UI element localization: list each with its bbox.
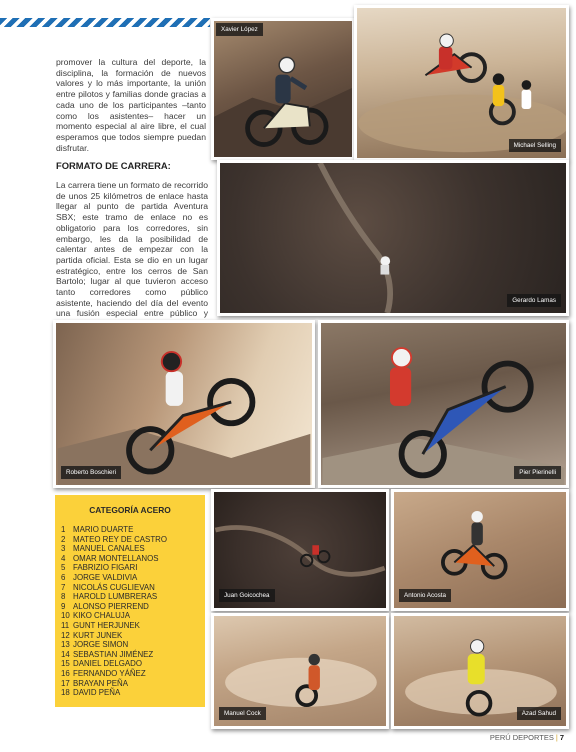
riders-illustration	[357, 8, 566, 158]
result-row	[61, 679, 205, 689]
decorative-stripe-bar	[0, 18, 210, 27]
result-row	[61, 640, 205, 650]
result-position: 3	[61, 544, 66, 554]
wheelie-illustration	[321, 323, 566, 485]
rider-name: OMAR MONTELLANOS	[73, 553, 159, 563]
result-position: 5	[61, 563, 66, 573]
rider-name: ALONSO PIERREND	[73, 601, 149, 611]
result-position: 7	[61, 582, 66, 592]
rider-name: MARIO DUARTE	[73, 525, 134, 534]
photo-azad-sahud	[391, 613, 569, 729]
magazine-name: PERÚ DEPORTES	[489, 733, 554, 742]
footer-separator: |	[555, 733, 558, 742]
result-position: 10	[61, 611, 70, 621]
result-row	[61, 525, 205, 535]
rider-name: FABRIZIO FIGARI	[73, 563, 138, 573]
photo-gerardo-lamas	[217, 160, 569, 316]
results-list	[61, 525, 205, 698]
result-row	[61, 669, 205, 679]
rider-name: MANUEL CANALES	[73, 544, 145, 554]
result-row	[61, 563, 205, 573]
result-row	[61, 602, 205, 612]
rider-name: FERNANDO YÁÑEZ	[73, 668, 146, 678]
result-row	[61, 535, 205, 545]
result-position: 9	[61, 601, 66, 611]
rider-name: GUNT HERJUNEK	[73, 620, 140, 630]
photo-credit: Gerardo Lamas	[507, 294, 561, 307]
result-position: 14	[61, 649, 70, 659]
rider-name: KIKO CHALUJA	[73, 611, 131, 621]
intro-paragraph: promover la cultura del deporte, la disciplina, la formación de nuevos valores y lo más importante, la unión entre pilotos y familias donde gracias a cada uno de los participantes –tanto como los asistentes– hacer un momento especial al aire libre, el cual esperamos que todos siempre puedan disfrutar.	[56, 57, 206, 153]
photo-credit: Roberto Boschieri	[61, 466, 121, 479]
rider-illustration	[214, 21, 352, 157]
section-heading: FORMATO DE CARRERA:	[56, 160, 171, 171]
rider-name: SEBASTIAN JIMÉNEZ	[73, 649, 154, 659]
result-row	[61, 554, 205, 564]
result-row	[61, 573, 205, 583]
rider-name: HAROLD LUMBRERAS	[73, 592, 158, 602]
result-position: 18	[61, 688, 70, 698]
result-row	[61, 592, 205, 602]
result-position: 1	[61, 525, 66, 534]
rider-name: BRAYAN PEÑA	[73, 678, 128, 688]
result-position: 17	[61, 678, 70, 688]
result-row	[61, 544, 205, 554]
result-row	[61, 688, 205, 698]
photo-michael-selling	[354, 5, 569, 161]
photo-antonio-acosta	[391, 489, 569, 611]
photo-credit: Michael Selling	[509, 139, 561, 152]
rider-name: JORGE SIMON	[73, 640, 129, 650]
result-row	[61, 611, 205, 621]
rider-name: NICOLÁS CUGLIEVAN	[73, 582, 155, 592]
rider-name: KURT JUNEK	[73, 630, 123, 640]
results-title: CATEGORÍA ACERO	[89, 505, 171, 515]
rider-name: DANIEL DELGADO	[73, 659, 142, 669]
result-position: 12	[61, 630, 70, 640]
rider-name: MATEO REY DE CASTRO	[73, 534, 167, 544]
result-position: 16	[61, 668, 70, 678]
page-footer	[490, 733, 564, 742]
photo-credit: Xavier López	[216, 23, 263, 36]
result-position: 4	[61, 553, 66, 563]
result-position: 2	[61, 534, 66, 544]
result-row	[61, 621, 205, 631]
page-number: 7	[559, 733, 564, 742]
result-position: 13	[61, 640, 70, 650]
photo-pier-pierinelli	[318, 320, 569, 488]
photo-juan-goicochea	[211, 489, 389, 611]
photo-credit: Manuel Cock	[219, 707, 266, 720]
photo-credit: Antonio Acosta	[399, 589, 451, 602]
rider-name: JORGE VALDIVIA	[73, 572, 138, 582]
wheelie-illustration	[56, 323, 312, 485]
result-row	[61, 659, 205, 669]
photo-credit: Pier Pierinelli	[514, 466, 561, 479]
race-format-paragraph: La carrera tiene un formato de recorrido de unos 25 kilómetros de enlace hasta llegar al punto de partida Aventura SBX; este tramo de enlace no es obligatorio para los corredores, sin embargo, les da la posibilidad de calentar antes de empezar con la partida oficial. Esta se dio en un lugar estratégico, entre los cerros de San Bartolo; lugar al que tuvieron acceso tanto corredores como público asistente, haciendo del día del evento una fusión especial entre público y	[56, 180, 208, 319]
photo-credit: Azad Sahud	[517, 707, 561, 720]
photo-roberto-boschieri	[53, 320, 315, 488]
results-panel	[55, 495, 205, 707]
result-position: 6	[61, 572, 66, 582]
hillside-illustration	[220, 163, 566, 313]
photo-xavier-lopez	[211, 18, 355, 160]
result-row	[61, 631, 205, 641]
result-position: 11	[61, 620, 70, 630]
result-row	[61, 583, 205, 593]
photo-manuel-cock	[211, 613, 389, 729]
photo-credit: Juan Goicochea	[219, 589, 275, 602]
result-position: 15	[61, 659, 70, 669]
rider-name: DAVID PEÑA	[73, 688, 121, 698]
result-row	[61, 650, 205, 660]
result-position: 8	[61, 592, 66, 602]
